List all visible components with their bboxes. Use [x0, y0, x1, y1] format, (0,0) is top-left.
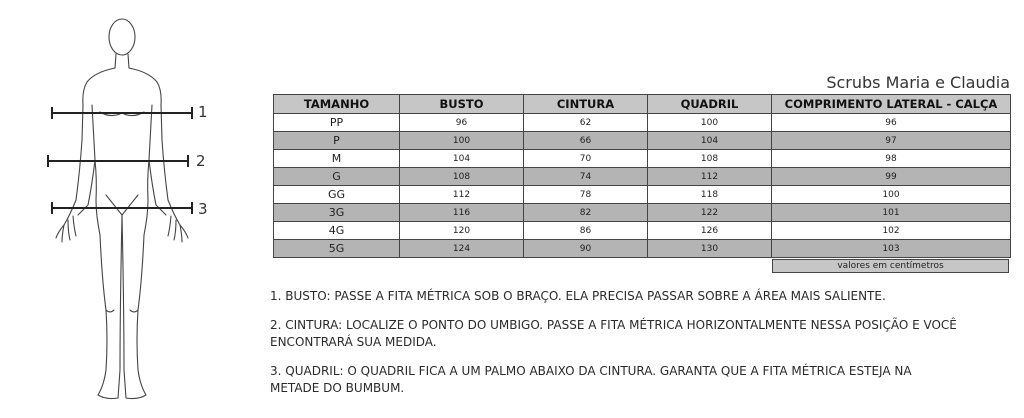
cell-quadril: 118 — [648, 186, 772, 204]
cell-cintura: 62 — [524, 114, 648, 132]
cell-comprimento: 99 — [772, 168, 1011, 186]
cell-busto: 112 — [400, 186, 524, 204]
cell-comprimento: 103 — [772, 240, 1011, 258]
header-tamanho: TAMANHO — [274, 95, 400, 114]
note-quadril: 3. QUADRIL: O QUADRIL FICA A UM PALMO ABAIXO DA CINTURA. GARANTA QUE A FITA MÉTRICA ESTEJA NA METADE DO BUMBUM. — [270, 364, 912, 395]
cell-busto: 124 — [400, 240, 524, 258]
table-row — [274, 222, 1011, 240]
cell-busto: 96 — [400, 114, 524, 132]
table-row — [274, 240, 1011, 258]
cell-quadril: 108 — [648, 150, 772, 168]
cell-size: G — [274, 168, 400, 186]
cell-cintura: 78 — [524, 186, 648, 204]
table-row — [274, 132, 1011, 150]
header-cintura: CINTURA — [524, 95, 648, 114]
cell-busto: 116 — [400, 204, 524, 222]
cell-busto: 108 — [400, 168, 524, 186]
table-row — [274, 186, 1011, 204]
cell-comprimento: 96 — [772, 114, 1011, 132]
cell-comprimento: 98 — [772, 150, 1011, 168]
table-row — [274, 114, 1011, 132]
cell-cintura: 86 — [524, 222, 648, 240]
waist-line-label: 2 — [196, 152, 206, 170]
cell-size: M — [274, 150, 400, 168]
header-quadril: QUADRIL — [648, 95, 772, 114]
table-row — [274, 168, 1011, 186]
cell-size: 3G — [274, 204, 400, 222]
table-row — [274, 204, 1011, 222]
body-figure-illustration — [40, 10, 220, 410]
hip-line-label: 3 — [198, 200, 208, 218]
cell-comprimento: 102 — [772, 222, 1011, 240]
size-chart-table — [273, 94, 1011, 258]
cell-size: 4G — [274, 222, 400, 240]
cell-quadril: 130 — [648, 240, 772, 258]
header-comprimento: COMPRIMENTO LATERAL - CALÇA — [772, 95, 1011, 114]
table-row — [274, 150, 1011, 168]
cell-cintura: 82 — [524, 204, 648, 222]
cell-busto: 120 — [400, 222, 524, 240]
cell-size: 5G — [274, 240, 400, 258]
cell-quadril: 104 — [648, 132, 772, 150]
table-header-row — [274, 95, 1011, 114]
cell-quadril: 112 — [648, 168, 772, 186]
note-cintura: 2. CINTURA: LOCALIZE O PONTO DO UMBIGO. PASSE A FITA MÉTRICA HORIZONTALMENTE NESSA POSIÇÃO E VOCÊ ENCONTRARÁ SUA MEDIDA. — [270, 318, 957, 349]
cell-size: P — [274, 132, 400, 150]
cell-comprimento: 97 — [772, 132, 1011, 150]
cell-cintura: 66 — [524, 132, 648, 150]
cell-size: PP — [274, 114, 400, 132]
units-note: valores em centímetros — [772, 259, 1009, 273]
cell-cintura: 74 — [524, 168, 648, 186]
cell-busto: 104 — [400, 150, 524, 168]
header-busto: BUSTO — [400, 95, 524, 114]
cell-cintura: 90 — [524, 240, 648, 258]
cell-comprimento: 101 — [772, 204, 1011, 222]
page-title: Scrubs Maria e Claudia — [826, 73, 1010, 92]
cell-size: GG — [274, 186, 400, 204]
note-busto: 1. BUSTO: PASSE A FITA MÉTRICA SOB O BRAÇO. ELA PRECISA PASSAR SOBRE A ÁREA MAIS SALIENTE. — [270, 289, 886, 303]
bust-line-label: 1 — [198, 103, 208, 121]
cell-comprimento: 100 — [772, 186, 1011, 204]
cell-cintura: 70 — [524, 150, 648, 168]
cell-busto: 100 — [400, 132, 524, 150]
cell-quadril: 126 — [648, 222, 772, 240]
cell-quadril: 122 — [648, 204, 772, 222]
cell-quadril: 100 — [648, 114, 772, 132]
